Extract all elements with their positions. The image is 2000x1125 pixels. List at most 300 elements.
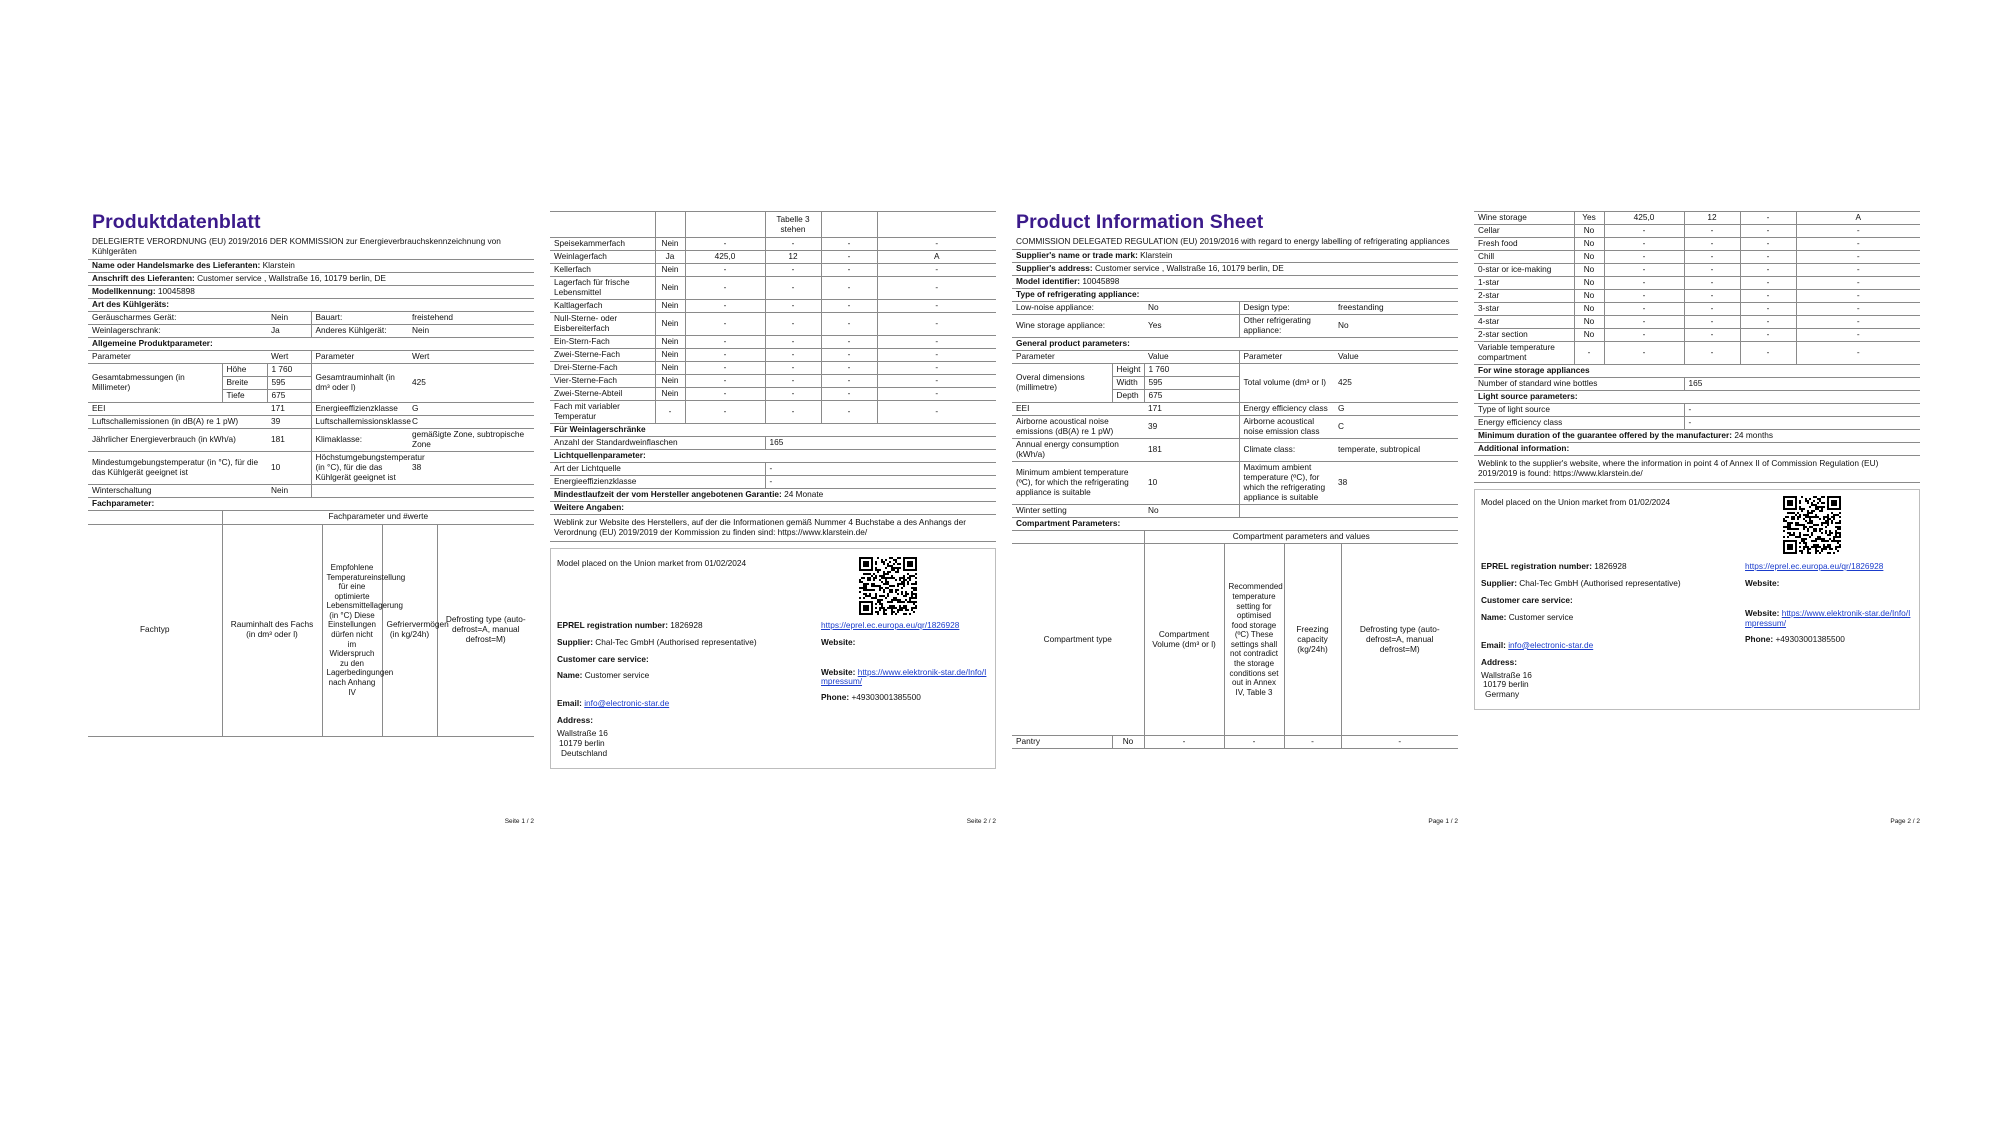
lightclass-label: Energieeffizienzklasse [550, 475, 765, 488]
row-volume: - [685, 312, 765, 335]
email-link[interactable]: info@electronic-star.de [584, 698, 670, 709]
name-value: Customer service [584, 670, 650, 681]
row-volume: - [685, 277, 765, 300]
row-volume: - [1604, 264, 1684, 277]
eei-label: EEI [88, 403, 267, 416]
table-row [550, 361, 996, 374]
row-defrost: - [1796, 264, 1920, 277]
depth-label: Depth [1112, 390, 1144, 403]
row-freeze: - [1284, 736, 1341, 749]
eei-value: 171 [267, 403, 311, 416]
row-name: Kaltlagerfach [550, 299, 655, 312]
row-volume: - [685, 387, 765, 400]
row-name: Chill [1474, 251, 1574, 264]
row-defrost: - [1796, 316, 1920, 329]
lighttype-value: - [1684, 403, 1920, 416]
col-value-2: Wert [408, 351, 534, 364]
climate-value: temperate, subtropical [1334, 439, 1458, 462]
row-yes: Nein [655, 277, 685, 300]
row-defrost: - [1796, 303, 1920, 316]
table-row [550, 387, 996, 400]
row-volume: - [1604, 225, 1684, 238]
row-temp: - [1684, 225, 1740, 238]
bottles-label: Anzahl der Standardweinflaschen [550, 436, 765, 449]
eprel-link[interactable]: https://eprel.ec.europa.eu/qr/1826928 [1745, 560, 1884, 571]
table-row [550, 348, 996, 361]
table-row [550, 335, 996, 348]
noise-label: Airborne acoustical noise emissions (dB(A) re 1 pW) [1012, 416, 1144, 439]
table-row [1474, 238, 1920, 251]
comp-heading: Compartment Parameters: [1012, 517, 1458, 530]
climate-label: Klimaklasse: [311, 429, 408, 452]
wine-value: Ja [267, 325, 311, 338]
model-value: 10045898 [157, 286, 195, 297]
energy-label: Annual energy consumption (kWh/a) [1012, 439, 1144, 462]
row-freeze: - [821, 299, 877, 312]
address-value: Customer service , Wallstraße 16, 10179 berlin, DE [1094, 263, 1284, 274]
row-name: 3-star [1474, 303, 1574, 316]
row-yes: No [1574, 277, 1604, 290]
row-volume: - [685, 374, 765, 387]
eprel-label: EPREL registration number: [1481, 560, 1592, 571]
table-row [1474, 277, 1920, 290]
table-row [1474, 225, 1920, 238]
eprel-box [550, 548, 996, 769]
row-name: Zwei-Sterne-Abteil [550, 387, 655, 400]
eprel-link[interactable]: https://eprel.ec.europa.eu/qr/1826928 [821, 619, 960, 630]
website-label: Website: [821, 636, 856, 647]
row-yes: No [1574, 251, 1604, 264]
phone-value: +49303001385500 [1775, 633, 1845, 644]
row-temp: - [1684, 238, 1740, 251]
eprel-label: EPREL registration number: [557, 619, 668, 630]
address-line-3: Deutschland [561, 748, 608, 759]
more-heading: Weitere Angaben: [550, 501, 996, 514]
page-de-2 [550, 211, 996, 826]
row-temp: - [1684, 329, 1740, 342]
general-heading: General product parameters: [1012, 338, 1458, 351]
supplier-label: Supplier: [1481, 577, 1517, 588]
table-row [550, 312, 996, 335]
row-defrost: - [877, 238, 996, 251]
lownoise-value: Nein [267, 312, 311, 325]
supplier-value: Chal-Tec GmbH (Authorised representative) [595, 636, 757, 647]
row-defrost: - [1796, 277, 1920, 290]
address-line-1: Wallstraße 16 [557, 728, 608, 739]
row-name: Vier-Sterne-Fach [550, 374, 655, 387]
more-text: Weblink zur Website des Herstellers, auf der die Informationen gemäß Nummer 4 Buchstabe a des Anhangs der Verordnung (EU) 2019/2019 der Kommission zu finden sind: https://www.klarstein.de/ [550, 514, 996, 541]
col-defrost: Defrosting type (auto-defrost=A, manual defrost=M) [1341, 544, 1458, 736]
row-temp: - [1684, 342, 1740, 365]
row-temp: - [765, 264, 821, 277]
row-yes: Yes [1574, 212, 1604, 225]
model-label: Model identifier: [1016, 276, 1081, 287]
other-label: Anderes Kühlgerät: [311, 325, 408, 338]
row-defrost: - [877, 400, 996, 423]
mintemp-value: 10 [1144, 462, 1239, 505]
row-freeze: - [1740, 303, 1796, 316]
row-volume: - [1604, 277, 1684, 290]
noiseclass-label: Luftschallemissionsklasse [311, 416, 408, 429]
placed-text: Model placed on the Union market from 01/02/2024 [557, 557, 747, 568]
col-compartment-type: Compartment type [1012, 544, 1144, 736]
row-defrost: - [1796, 225, 1920, 238]
email-link[interactable]: info@electronic-star.de [1508, 639, 1594, 650]
col-fachtyp: Fachtyp [88, 524, 222, 736]
width-label: Width [1112, 377, 1144, 390]
mintemp-label: Minimum ambient temperature (ºC), for which the refrigerating appliance is suitable [1012, 462, 1144, 505]
light-heading: Light source parameters: [1474, 390, 1920, 403]
supplier-value: Klarstein [262, 260, 295, 271]
table-row [1474, 264, 1920, 277]
qr-code-icon[interactable] [859, 557, 917, 615]
row-freeze: - [1740, 225, 1796, 238]
website-link[interactable]: https://www.elektronik-star.de/Info/Impressum/ [821, 666, 987, 687]
winter-value: Nein [267, 485, 311, 498]
col-value: Wert [267, 351, 311, 364]
row-yes: No [1574, 329, 1604, 342]
height-label: Höhe [222, 364, 267, 377]
depth-label: Tiefe [222, 390, 267, 403]
row-name: 2-star [1474, 290, 1574, 303]
row-name: Variable temperature compartment [1474, 342, 1574, 365]
depth-value: 675 [267, 390, 311, 403]
email-label: Email: [557, 698, 582, 709]
other-label: Other refrigerating appliance: [1239, 315, 1334, 338]
wine-label: Weinlagerschrank: [88, 325, 267, 338]
row-yes: Nein [655, 335, 685, 348]
row-name: Lagerfach für frische Lebensmittel [550, 277, 655, 300]
table-row [550, 238, 996, 251]
lightclass-label: Energy efficiency class [1474, 416, 1684, 429]
row-defrost: - [877, 264, 996, 277]
row-freeze: - [821, 312, 877, 335]
row-freeze: - [1740, 290, 1796, 303]
care-label: Customer care service: [557, 653, 649, 664]
row-freeze: - [1740, 277, 1796, 290]
col-param: Parameter [88, 351, 267, 364]
row-defrost: A [877, 251, 996, 264]
table3-head: Tabelle 3 stehen [765, 212, 821, 238]
supplier-table [88, 259, 534, 511]
row-name: Kellerfach [550, 264, 655, 277]
climate-label: Climate class: [1239, 439, 1334, 462]
design-value: freestanding [1334, 302, 1458, 315]
width-value: 595 [1144, 377, 1239, 390]
row-temp: 12 [765, 251, 821, 264]
guarantee-value: 24 Monate [784, 488, 824, 499]
climate-value: gemäßigte Zone, subtropische Zone [408, 429, 534, 452]
row-name: Weinlagerfach [550, 251, 655, 264]
website-label: Website: [1745, 577, 1780, 588]
row-freeze: - [1740, 316, 1796, 329]
height-value: 1 760 [267, 364, 311, 377]
supplier-label: Supplier: [557, 636, 593, 647]
address-label: Address: [1481, 656, 1517, 667]
row-yes: Ja [655, 251, 685, 264]
wine-label: Wine storage appliance: [1012, 315, 1144, 338]
row-defrost: - [1796, 251, 1920, 264]
table-row [1474, 316, 1920, 329]
row-volume: - [1604, 238, 1684, 251]
row-defrost: - [877, 299, 996, 312]
height-value: 1 760 [1144, 364, 1239, 377]
noise-label: Luftschallemissionen (in dB(A) re 1 pW) [88, 416, 267, 429]
width-value: 595 [267, 377, 311, 390]
row-freeze: - [1740, 264, 1796, 277]
winter-label: Winter setting [1012, 504, 1144, 517]
bottles-value: 165 [765, 436, 996, 449]
row-yes: No [1574, 225, 1604, 238]
row-defrost: - [877, 335, 996, 348]
maxtemp-label: Maximum ambient temperature (ºC), for which the refrigerating appliance is suitable [1239, 462, 1334, 505]
col-param-2: Parameter [311, 351, 408, 364]
energy-value: 181 [1144, 439, 1239, 462]
winter-label: Winterschaltung [88, 485, 267, 498]
website-label-2: Website: [821, 666, 856, 677]
row-freeze: - [1740, 251, 1796, 264]
row-yes: No [1112, 736, 1144, 749]
row-temp: - [765, 312, 821, 335]
row-volume: 425,0 [685, 251, 765, 264]
row-name: 0-star or ice-making [1474, 264, 1574, 277]
page-footer: Seite 1 / 2 [504, 818, 534, 826]
width-label: Breite [222, 377, 267, 390]
row-name: 1-star [1474, 277, 1574, 290]
row-defrost: - [877, 277, 996, 300]
row-freeze: - [1740, 212, 1796, 225]
name-label: Name: [1481, 611, 1507, 622]
more-text: Weblink to the supplier's website, where the information in point 4 of Annex II of Commission Regulation (EU) 2019/2019 is found: https://www.klarstein.de/ [1474, 455, 1920, 482]
row-temp: - [765, 374, 821, 387]
supplier-label: Supplier's name or trade mark: [1016, 250, 1138, 261]
row-temp: - [1684, 264, 1740, 277]
noiseclass-value: C [408, 416, 534, 429]
noiseclass-label: Airborne acoustical noise emission class [1239, 416, 1334, 439]
supplier-label: Name oder Handelsmarke des Lieferanten: [92, 260, 261, 271]
row-defrost: - [877, 374, 996, 387]
row-yes: Nein [655, 299, 685, 312]
col-param-2: Parameter [1239, 351, 1334, 364]
eprel-value: 1826928 [1594, 560, 1627, 571]
wine-heading: Für Weinlagerschränke [550, 423, 996, 436]
row-temp: - [765, 387, 821, 400]
website-link[interactable]: https://www.elektronik-star.de/Info/Impressum/ [1745, 607, 1911, 628]
row-yes: Nein [655, 387, 685, 400]
table-row [1012, 736, 1458, 749]
table-row [1474, 342, 1920, 365]
row-name: Zwei-Sterne-Fach [550, 348, 655, 361]
guarantee-value: 24 months [1734, 429, 1774, 440]
mintemp-value: 10 [267, 452, 311, 485]
row-freeze: - [821, 251, 877, 264]
address-line-1: Wallstraße 16 [1481, 669, 1532, 680]
depth-value: 675 [1144, 390, 1239, 403]
row-defrost: - [1796, 290, 1920, 303]
col-defrost: Defrosting type (auto-defrost=A, manual defrost=M) [437, 524, 534, 736]
lightclass-value: - [765, 475, 996, 488]
email-label: Email: [1481, 639, 1506, 650]
volume-label: Total volume (dm³ or l) [1239, 364, 1334, 403]
row-yes: - [1574, 342, 1604, 365]
row-temp: - [765, 299, 821, 312]
qr-code-icon[interactable] [1783, 496, 1841, 554]
table-row [1474, 290, 1920, 303]
compartment-header-table [1012, 531, 1458, 750]
row-yes: No [1574, 316, 1604, 329]
row-volume: - [1604, 290, 1684, 303]
row-name: Pantry [1012, 736, 1112, 749]
eclass-label: Energy efficiency class [1239, 403, 1334, 416]
row-volume: 425,0 [1604, 212, 1684, 225]
lighttype-value: - [765, 462, 996, 475]
bottles-label: Number of standard wine bottles [1474, 377, 1684, 390]
supplier-value: Chal-Tec GmbH (Authorised representative) [1519, 577, 1681, 588]
volume-label: Gesamtrauminhalt (in dm³ oder l) [311, 364, 408, 403]
address-label: Anschrift des Lieferanten: [92, 273, 195, 284]
row-temp: - [1224, 736, 1284, 749]
table-row [550, 400, 996, 423]
lighttype-label: Type of light source [1474, 403, 1684, 416]
col-freeze: Freezing capacity (kg/24h) [1284, 544, 1341, 736]
care-label: Customer care service: [1481, 594, 1573, 605]
row-name: Wine storage [1474, 212, 1574, 225]
maxtemp-value: 38 [1334, 462, 1458, 505]
row-name: Cellar [1474, 225, 1574, 238]
mintemp-label: Mindestumgebungstemperatur (in °C), für die das Kühlgerät geeignet ist [88, 452, 267, 485]
row-temp: - [765, 361, 821, 374]
row-name: Fresh food [1474, 238, 1574, 251]
eclass-label: Energieeffizienzklasse [311, 403, 408, 416]
col-volume: Rauminhalt des Fachs (in dm³ oder l) [222, 524, 322, 736]
row-name: Null-Sterne- oder Eisbereiterfach [550, 312, 655, 335]
row-defrost: - [1796, 238, 1920, 251]
comp-group-label: Compartment parameters and values [1144, 531, 1458, 544]
row-name: 2-star section [1474, 329, 1574, 342]
row-temp: - [765, 277, 821, 300]
guarantee-label: Mindestlaufzeit der vom Hersteller angebotenen Garantie: [554, 488, 782, 499]
row-name: Drei-Sterne-Fach [550, 361, 655, 374]
eclass-value: G [1334, 403, 1458, 416]
row-temp: 12 [1684, 212, 1740, 225]
page-en-2 [1474, 211, 1920, 826]
name-value: Customer service [1508, 611, 1574, 622]
row-volume: - [1604, 251, 1684, 264]
table-row [550, 299, 996, 312]
col-temp: Empfohlene Temperatureinstellung für eine optimierte Lebensmittellagerung (in °C) Diese Einstellungen dürfen nicht im Widerspruch zu den Lagerbedingungen nach Anhang IV [322, 524, 382, 736]
comp-heading: Fachparameter: [88, 498, 534, 511]
other-value: Nein [408, 325, 534, 338]
row-defrost: - [1796, 342, 1920, 365]
other-value: No [1334, 315, 1458, 338]
guarantee-label: Minimum duration of the guarantee offered by the manufacturer: [1478, 429, 1732, 440]
row-temp: - [765, 238, 821, 251]
supplier-table [1012, 249, 1458, 531]
address-line-2: 10179 berlin [559, 738, 605, 749]
eclass-value: G [408, 403, 534, 416]
row-freeze: - [821, 361, 877, 374]
row-yes: Nein [655, 238, 685, 251]
row-yes: - [655, 400, 685, 423]
placed-text: Model placed on the Union market from 01/02/2024 [1481, 496, 1671, 507]
type-heading: Type of refrigerating appliance: [1012, 289, 1458, 302]
col-temp: Recommended temperature setting for optimised food storage (ºC) These settings shall not contradict the storage conditions set out in Annex IV, Table 3 [1224, 544, 1284, 736]
row-volume: - [1144, 736, 1224, 749]
row-yes: Nein [655, 374, 685, 387]
row-temp: - [765, 348, 821, 361]
row-freeze: - [821, 387, 877, 400]
row-temp: - [1684, 303, 1740, 316]
eprel-value: 1826928 [670, 619, 703, 630]
row-yes: No [1574, 290, 1604, 303]
page-en-1 [1012, 211, 1458, 826]
energy-label: Jährlicher Energieverbrauch (in kWh/a) [88, 429, 267, 452]
row-defrost: - [877, 348, 996, 361]
row-yes: Nein [655, 264, 685, 277]
address-line-3: Germany [1485, 689, 1520, 700]
lownoise-label: Low-noise appliance: [1012, 302, 1144, 315]
row-volume: - [1604, 329, 1684, 342]
phone-label: Phone: [821, 692, 850, 703]
row-volume: - [685, 238, 765, 251]
row-temp: - [765, 400, 821, 423]
row-defrost: A [1796, 212, 1920, 225]
wine-value: Yes [1144, 315, 1239, 338]
row-temp: - [1684, 277, 1740, 290]
design-label: Bauart: [311, 312, 408, 325]
compartment-table [550, 211, 996, 542]
phone-value: +49303001385500 [851, 692, 921, 703]
compartment-table [1474, 211, 1920, 483]
regulation-text: COMMISSION DELEGATED REGULATION (EU) 2019/2016 with regard to energy labelling of refrigerating appliances [1016, 236, 1450, 247]
eei-value: 171 [1144, 403, 1239, 416]
row-defrost: - [877, 312, 996, 335]
page-de-1 [88, 211, 534, 826]
model-label: Modellkennung: [92, 286, 156, 297]
wine-heading: For wine storage appliances [1474, 364, 1920, 377]
col-value: Value [1144, 351, 1239, 364]
noiseclass-value: C [1334, 416, 1458, 439]
row-volume: - [685, 400, 765, 423]
col-param: Parameter [1012, 351, 1144, 364]
row-defrost: - [877, 361, 996, 374]
maxtemp-label: Höchstumgebungstemperatur (in °C), für die das Kühlgerät geeignet ist [311, 452, 408, 485]
noise-value: 39 [1144, 416, 1239, 439]
row-freeze: - [1740, 329, 1796, 342]
col-freeze: Gefriervermögen (in kg/24h) [382, 524, 437, 736]
address-label: Supplier's address: [1016, 263, 1093, 274]
design-value: freistehend [408, 312, 534, 325]
light-heading: Lichtquellenparameter: [550, 449, 996, 462]
row-freeze: - [821, 264, 877, 277]
table-row [550, 277, 996, 300]
eprel-box [1474, 489, 1920, 710]
supplier-value: Klarstein [1140, 250, 1173, 261]
table-row [550, 374, 996, 387]
row-yes: Nein [655, 361, 685, 374]
row-temp: - [1684, 316, 1740, 329]
page-title: Produktdatenblatt [92, 211, 261, 233]
type-heading: Art des Kühlgeräts: [88, 299, 534, 312]
design-label: Design type: [1239, 302, 1334, 315]
row-yes: No [1574, 264, 1604, 277]
compartment-header-table [88, 511, 534, 737]
noise-value: 39 [267, 416, 311, 429]
lownoise-value: No [1144, 302, 1239, 315]
row-volume: - [685, 264, 765, 277]
address-label: Address: [557, 715, 593, 726]
lightclass-value: - [1684, 416, 1920, 429]
